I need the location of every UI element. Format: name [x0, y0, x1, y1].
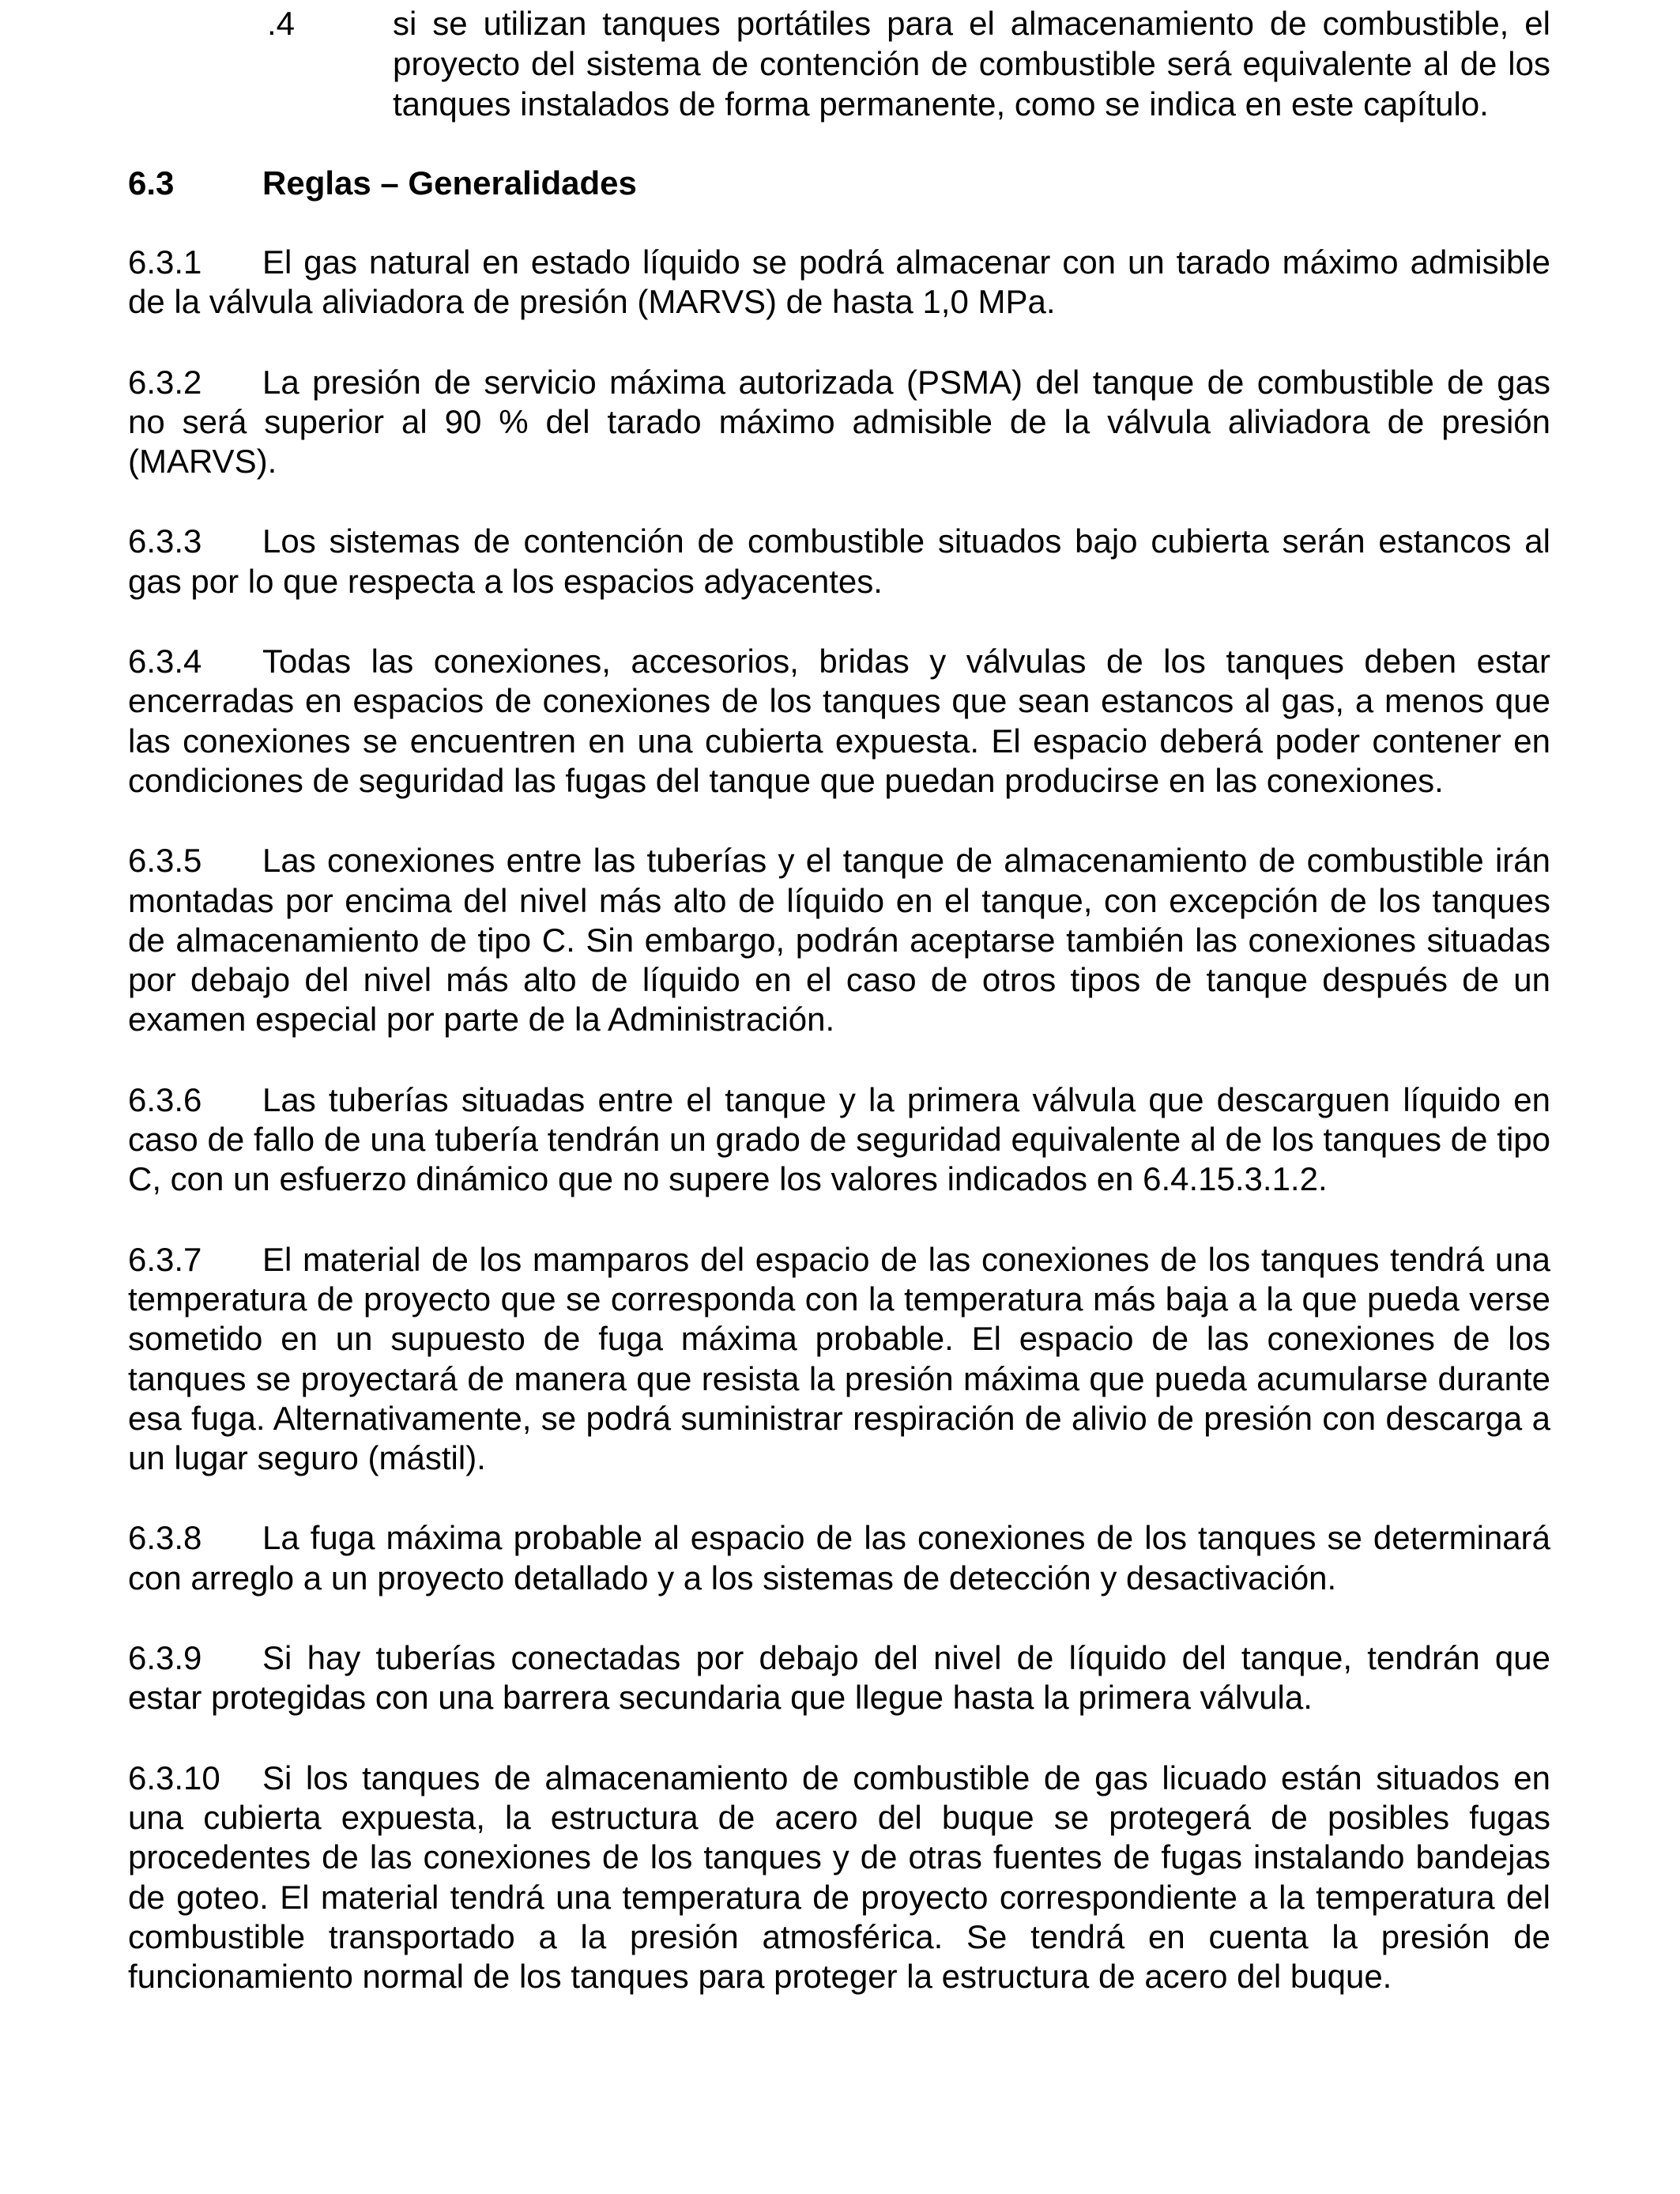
paragraph-6-3-4 — [128, 642, 1550, 801]
paragraph-6-3-6 — [128, 1080, 1550, 1200]
paragraph-text: El gas natural en estado líquido se podrá almacenar con un tarado máximo admisible de la válvula aliviadora de presión (MARVS) de hasta 1,0 MPa. — [128, 243, 1550, 321]
paragraph-6-3-3 — [128, 522, 1550, 601]
paragraph-text: La presión de servicio máxima autorizada (PSMA) del tanque de combustible de gas no será superior al 90 % del tarado máximo admisible de la válvula aliviadora de presión (MARVS). — [128, 363, 1550, 481]
paragraph-text: Los sistemas de contención de combustible situados bajo cubierta serán estancos al gas por lo que respecta a los espacios adyacentes. — [128, 522, 1550, 600]
section-heading — [128, 163, 1550, 203]
paragraph-text: El material de los mamparos del espacio de las conexiones de los tanques tendrá una temperatura de proyecto que se corresponda con la temperatura más baja a la que pueda verse sometido en un supuesto de fuga máxima probable. El espacio de las conexiones de los tanques se proyectará de manera que resista la presión máxima que pueda acumularse durante esa fuga. Alternativamente, se podrá suministrar respiración de alivio de presión con descarga a un lugar seguro (mástil). — [128, 1240, 1550, 1477]
section-title: Reglas – Generalidades — [262, 164, 637, 202]
paragraph-6-3-5 — [128, 841, 1550, 1039]
paragraph-6-3-7 — [128, 1240, 1550, 1479]
paragraph-number: 6.3.6 — [128, 1080, 202, 1118]
paragraph-text: Las tuberías situadas entre el tanque y la primera válvula que descarguen líquido en caso de fallo de una tubería tendrán un grado de seguridad equivalente al de los tanques de tipo C, con un esfuerzo dinámico que no supere los valores indicados en 6.4.15.3.1.2. — [128, 1080, 1550, 1198]
paragraph-number: 6.3.5 — [128, 842, 202, 880]
paragraph-number: 6.3.4 — [128, 643, 202, 680]
paragraph-number: 6.3.8 — [128, 1519, 202, 1557]
paragraph-number: 6.3.2 — [128, 363, 202, 401]
section-number: 6.3 — [128, 164, 175, 202]
sub-item-4 — [128, 3, 1550, 124]
paragraph-text: La fuga máxima probable al espacio de las conexiones de los tanques se determinará con arreglo a un proyecto detallado y a los sistemas de detección y desactivación. — [128, 1519, 1550, 1596]
paragraph-text: Las conexiones entre las tuberías y el tanque de almacenamiento de combustible irán montadas por encima del nivel más alto de líquido en el tanque, con excepción de los tanques de almacenamiento de tipo C. Sin embargo, podrán aceptarse también las conexiones situadas por debajo del nivel más alto de líquido en el caso de otros tipos de tanque después de un examen especial por parte de la Administración. — [128, 842, 1550, 1039]
paragraph-number: 6.3.3 — [128, 522, 202, 560]
paragraph-6-3-2 — [128, 363, 1550, 482]
paragraph-text: Si hay tuberías conectadas por debajo del nivel de líquido del tanque, tendrán que estar protegidas con una barrera secundaria que llegue hasta la primera válvula. — [128, 1639, 1550, 1717]
paragraph-6-3-1 — [128, 243, 1550, 322]
paragraph-6-3-9 — [128, 1638, 1550, 1718]
paragraph-number: 6.3.7 — [128, 1240, 202, 1278]
paragraph-text: Si los tanques de almacenamiento de combustible de gas licuado están situados en una cubierta expuesta, la estructura de acero del buque se protegerá de posibles fugas procedentes de las conexiones de los tanques y de otras fuentes de fugas instalando bandejas de goteo. El material tendrá una temperatura de proyecto correspondiente a la temperatura del combustible transportado a la presión atmosférica. Se tendrá en cuenta la presión de funcionamiento normal de los tanques para proteger la estructura de acero del buque. — [128, 1759, 1550, 1996]
sub-item-text: si se utilizan tanques portátiles para el almacenamiento de combustible, el proyecto del sistema de contención de combustible será equivalente al de los tanques instalados de forma permanente, como se indica en este capítulo. — [393, 5, 1550, 123]
paragraph-6-3-8 — [128, 1518, 1550, 1598]
paragraph-number: 6.3.1 — [128, 243, 202, 281]
paragraph-6-3-10 — [128, 1759, 1550, 1997]
paragraph-number: 6.3.9 — [128, 1639, 202, 1677]
paragraph-number: 6.3.10 — [128, 1759, 220, 1796]
document-page — [128, 0, 1550, 1996]
paragraph-text: Todas las conexiones, accesorios, bridas y válvulas de los tanques deben estar encerradas en espacios de conexiones de los tanques que sean estancos al gas, a menos que las conexiones se encuentren en una cubierta expuesta. El espacio deberá poder contener en condiciones de seguridad las fugas del tanque que puedan producirse en las conexiones. — [128, 643, 1550, 799]
sub-item-number: .4 — [267, 5, 296, 42]
